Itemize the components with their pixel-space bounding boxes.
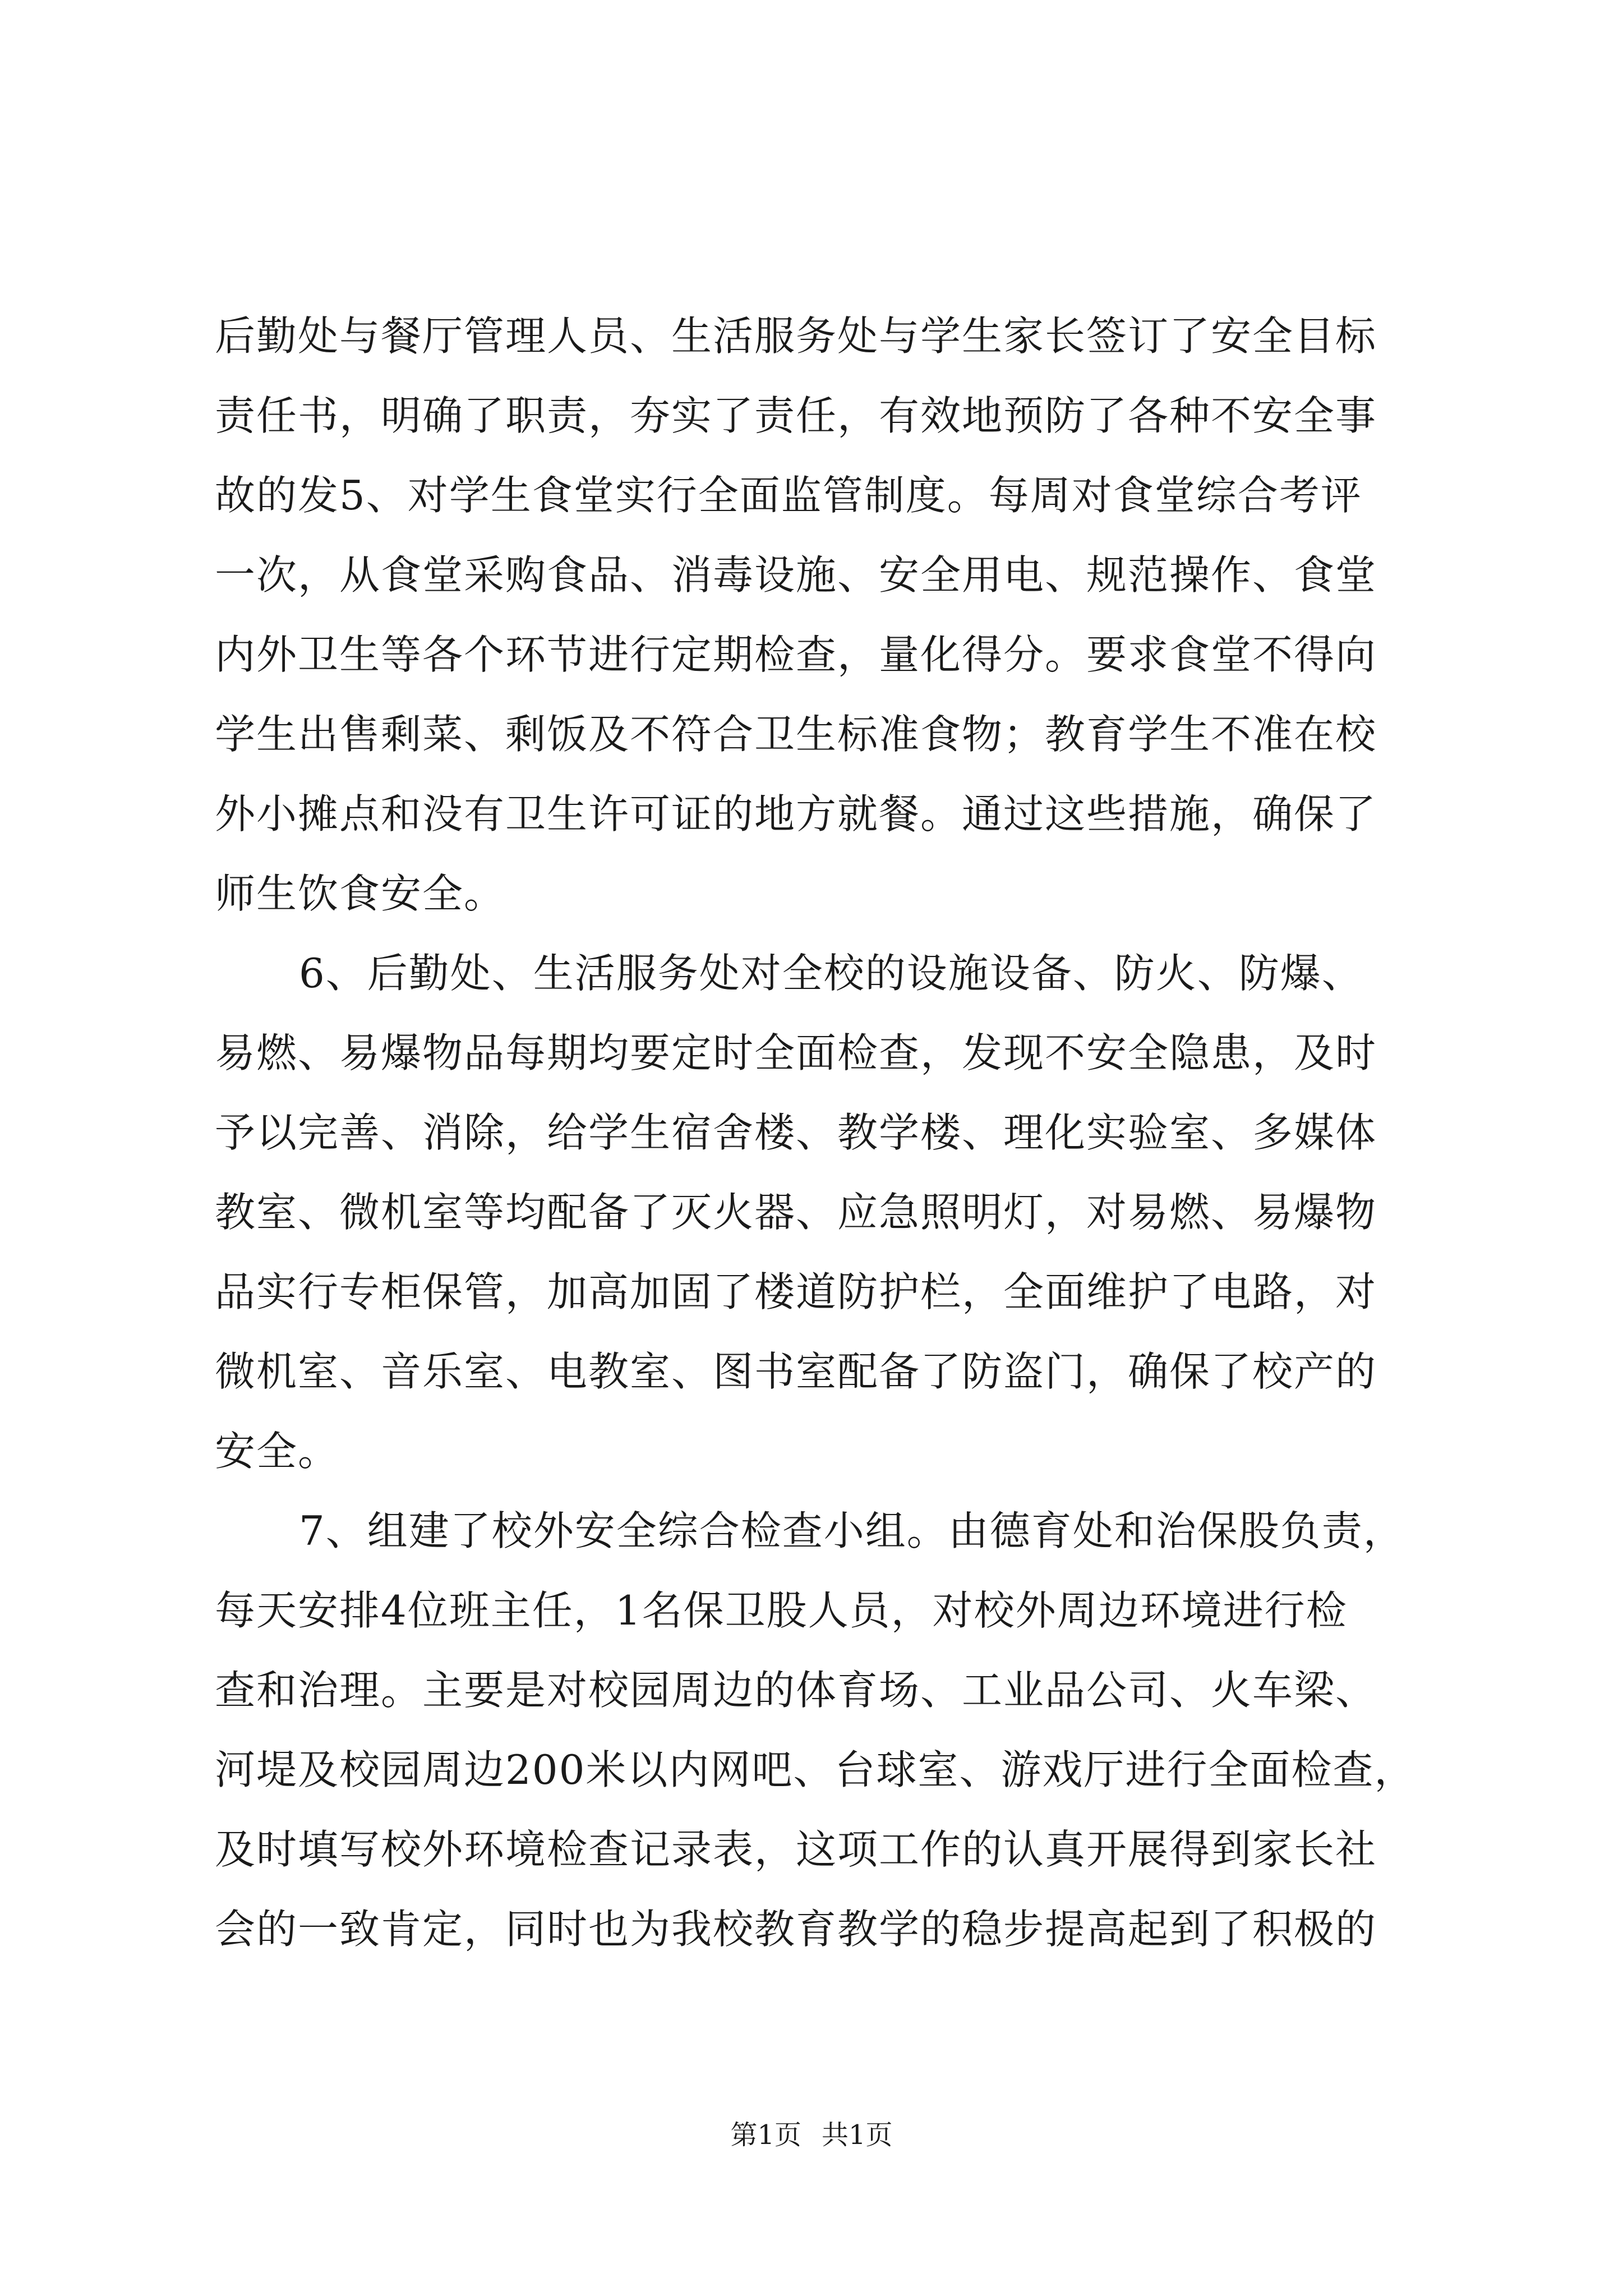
text-line: 会的一致肯定，同时也为我校教育教学的稳步提高起到了积极的 [215, 1906, 1377, 1953]
text-line: 查和治理。主要是对校园周边的体育场、工业品公司、火车梁、 [215, 1667, 1377, 1714]
text-line: 责任书，明确了职责，夯实了责任，有效地预防了各种不安全事 [215, 392, 1377, 439]
text-line: 及时填写校外环境检查记录表，这项工作的认真开展得到家长社 [215, 1826, 1377, 1873]
paragraph-start-line: 7、组建了校外安全综合检查小组。由德育处和治保股负责， [299, 1507, 1405, 1554]
page-number: 第1页 [730, 2119, 801, 2151]
text-line: 每天安排4位班主任，1名保卫股人员，对校外周边环境进行检 [215, 1587, 1348, 1634]
text-line: 安全。 [215, 1428, 340, 1475]
text-line: 一次，从食堂采购食品、消毒设施、安全用电、规范操作、食堂 [215, 551, 1377, 599]
text-line: 河堤及校园周边200米以内网吧、台球室、游戏厅进行全面检查， [215, 1746, 1416, 1793]
text-line: 学生出售剩菜、剩饭及不符合卫生标准食物；教育学生不准在校 [215, 711, 1377, 758]
text-line: 易燃、易爆物品每期均要定时全面检查，发现不安全隐患，及时 [215, 1029, 1377, 1076]
text-line: 予以完善、消除，给学生宿舍楼、教学楼、理化实验室、多媒体 [215, 1109, 1377, 1156]
text-line: 微机室、音乐室、电教室、图书室配备了防盗门，确保了校产的 [215, 1348, 1377, 1395]
paragraph-start-line: 6、后勤处、生活服务处对全校的设施设备、防火、防爆、 [299, 950, 1363, 997]
document-body [215, 296, 1415, 1969]
text-line: 外小摊点和没有卫生许可证的地方就餐。通过这些措施，确保了 [215, 790, 1377, 838]
page-footer [0, 2118, 1623, 2152]
text-line: 品实行专柜保管，加高加固了楼道防护栏，全面维护了电路，对 [215, 1268, 1377, 1315]
text-line: 教室、微机室等均配备了灭火器、应急照明灯，对易燃、易爆物 [215, 1189, 1377, 1236]
text-line: 内外卫生等各个环节进行定期检查，量化得分。要求食堂不得向 [215, 631, 1377, 678]
page-total: 共1页 [822, 2119, 893, 2151]
text-line: 后勤处与餐厅管理人员、生活服务处与学生家长签订了安全目标 [215, 312, 1377, 360]
text-line: 故的发5、对学生食堂实行全面监管制度。每周对食堂综合考评 [215, 472, 1362, 519]
text-line: 师生饮食安全。 [215, 870, 506, 917]
